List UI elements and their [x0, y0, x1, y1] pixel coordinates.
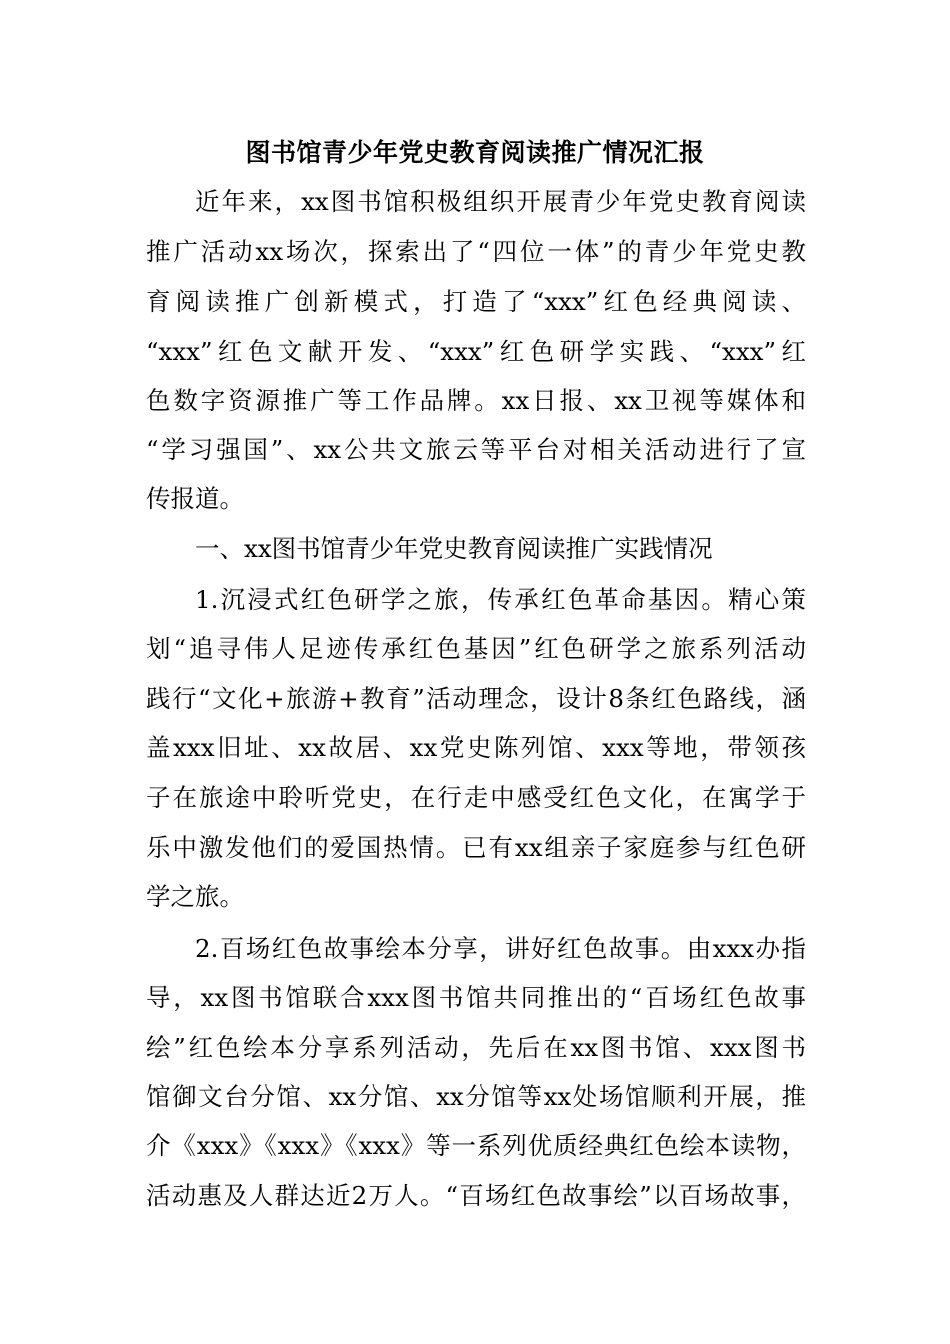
text-line: 近年来，xx图书馆积极组织开展青少年党史教育阅读: [195, 187, 806, 216]
text-line: “xxx”红色文献开发、“xxx”红色研学实践、“xxx”红: [146, 337, 806, 366]
text-line: 活动惠及人群达近2万人。“百场红色故事绘”以百场故事，: [146, 1181, 806, 1210]
document-title: 图书馆青少年党史教育阅读推广情况汇报: [245, 138, 705, 167]
text-line: 馆御文台分馆、xx分馆、xx分馆等xx处场馆顺利开展，推: [146, 1082, 806, 1111]
text-line: 划“追寻伟人足迹传承红色基因”红色研学之旅系列活动: [146, 634, 806, 663]
text-line: 乐中激发他们的爱国热情。已有xx组亲子家庭参与红色研: [146, 833, 806, 862]
text-line: 介《xxx》《xxx》《xxx》等一系列优质经典红色绘本读物，: [146, 1131, 806, 1160]
text-line: 2.百场红色故事绘本分享，讲好红色故事。由xxx办指: [195, 934, 806, 963]
text-line: 育阅读推广创新模式，打造了“xxx”红色经典阅读、: [146, 287, 806, 316]
section-heading: 一、xx图书馆青少年党史教育阅读推广实践情况: [195, 534, 713, 563]
text-line: 践行“文化+旅游+教育”活动理念，设计8条红色路线，涵: [146, 684, 806, 713]
text-line: 1.沉浸式红色研学之旅，传承红色革命基因。精心策: [195, 585, 806, 614]
text-line: 学之旅。: [146, 882, 244, 911]
text-line: 推广活动xx场次，探索出了“四位一体”的青少年党史教: [146, 237, 806, 266]
text-line: 传报道。: [146, 484, 244, 513]
text-line: “学习强国”、xx公共文旅云等平台对相关活动进行了宣: [146, 435, 806, 464]
text-line: 子在旅途中聆听党史，在行走中感受红色文化，在寓学于: [146, 783, 806, 812]
text-line: 导，xx图书馆联合xxx图书馆共同推出的“百场红色故事: [146, 983, 806, 1012]
text-line: 盖xxx旧址、xx故居、xx党史陈列馆、xxx等地，带领孩: [146, 733, 806, 762]
text-line: 绘”红色绘本分享系列活动，先后在xx图书馆、xxx图书: [146, 1033, 806, 1062]
text-line: 色数字资源推广等工作品牌。xx日报、xx卫视等媒体和: [146, 386, 806, 415]
